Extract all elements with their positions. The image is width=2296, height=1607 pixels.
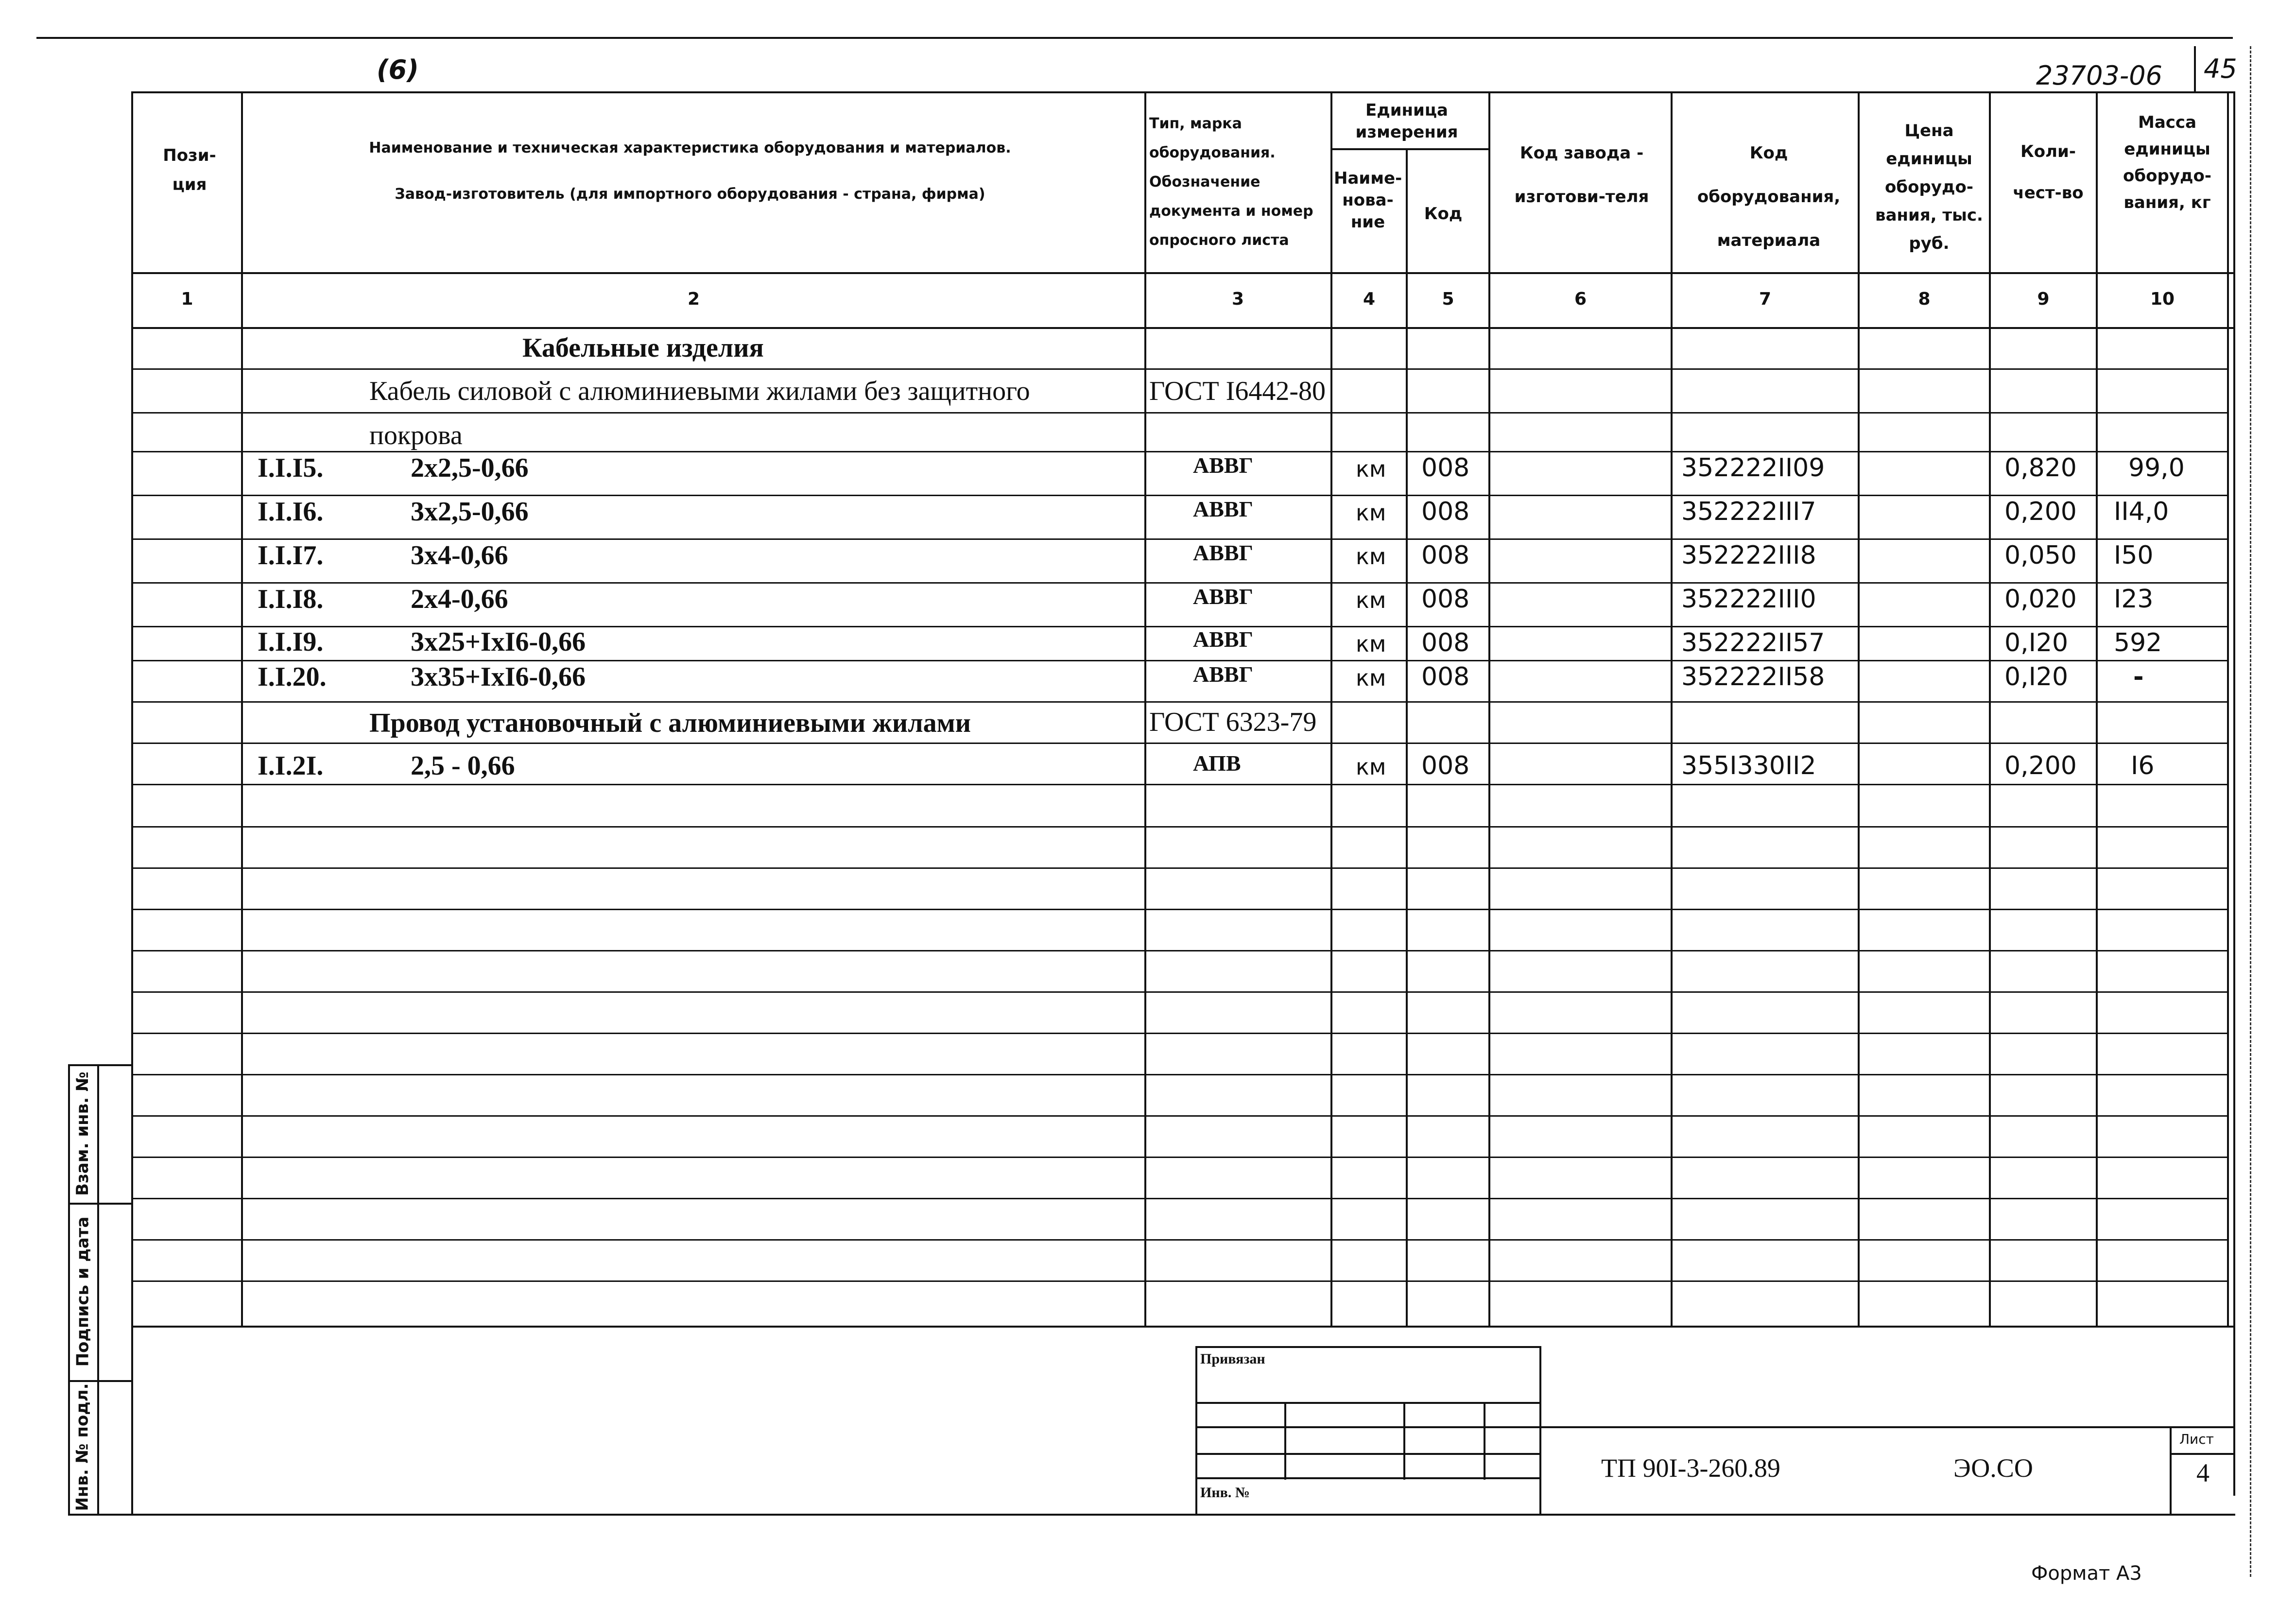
col-line-9 bbox=[2096, 91, 2098, 1326]
col-line-2 bbox=[1144, 91, 1146, 1326]
document-number: 23703-06 bbox=[2036, 60, 2162, 91]
title-block-designation-top bbox=[1539, 1426, 2235, 1428]
row-line bbox=[131, 701, 2227, 703]
table-row-quantity: 0,020 bbox=[2004, 585, 2077, 614]
section-code: ЭО.СО bbox=[1953, 1453, 2033, 1483]
table-row-name: 2,5 - 0,66 bbox=[411, 751, 515, 781]
frame-top bbox=[131, 91, 2235, 93]
table-row-code: 008 bbox=[1421, 453, 1470, 483]
col-line-4 bbox=[1406, 148, 1408, 1326]
table-row-type: АВВГ bbox=[1193, 627, 1253, 652]
col-header-position: Пози-ция bbox=[163, 146, 216, 194]
row-line bbox=[131, 991, 2227, 993]
col-header-unit-name: Наиме-нова-ние bbox=[1334, 169, 1402, 232]
table-row-mass: 99,0 bbox=[2128, 453, 2185, 483]
col-header-unit-code: Код bbox=[1424, 204, 1463, 224]
side-stamp-replacement-inv-label: Взам. инв. № bbox=[73, 1071, 92, 1196]
table-row-quantity: 0,200 bbox=[2004, 751, 2077, 780]
table-row-unit: км bbox=[1356, 665, 1386, 691]
table-row-quantity: 0,I20 bbox=[2004, 662, 2069, 691]
table-row-code: 008 bbox=[1421, 662, 1470, 691]
row-line bbox=[131, 582, 2227, 584]
table-row-type: АВВГ bbox=[1193, 497, 1253, 521]
sheet-box-left bbox=[2170, 1426, 2172, 1514]
col-number-1: 1 bbox=[181, 289, 193, 309]
col-header-mass: Масса единицы оборудо-вания, кг bbox=[2123, 113, 2211, 212]
table-row-mass: 592 bbox=[2114, 628, 2162, 657]
row-line bbox=[131, 1115, 2227, 1117]
table-row-mass: II4,0 bbox=[2114, 497, 2169, 526]
wire-group-description: Провод установочный с алюминиевыми жилами bbox=[369, 708, 971, 738]
sheet-label: Лист bbox=[2179, 1431, 2214, 1447]
table-row-name: 3x25+IxI6-0,66 bbox=[411, 627, 586, 657]
table-row-mass: I6 bbox=[2131, 751, 2155, 780]
table-row-pos: I.I.2I. bbox=[258, 751, 324, 781]
col-line-7 bbox=[1858, 91, 1860, 1326]
table-row-equipment-code: 352222III8 bbox=[1681, 541, 1816, 570]
table-row-pos: I.I.I5. bbox=[258, 453, 324, 483]
wire-group-standard: ГОСТ 6323-79 bbox=[1149, 707, 1317, 737]
table-row-equipment-code: 355I330II2 bbox=[1681, 751, 1816, 780]
col-number-4: 4 bbox=[1363, 289, 1376, 309]
title-block-grid-v2 bbox=[1403, 1402, 1405, 1480]
side-stamp-signature-label: Подпись и дата bbox=[73, 1216, 93, 1366]
table-row-quantity: 0,820 bbox=[2004, 453, 2077, 483]
row-line bbox=[131, 784, 2227, 785]
table-row-name: 2x4-0,66 bbox=[411, 584, 508, 614]
row-line bbox=[131, 495, 2227, 496]
table-row-mass: - bbox=[2133, 662, 2144, 691]
col-line-6 bbox=[1671, 91, 1673, 1326]
right-margin-line bbox=[2250, 46, 2251, 1577]
row-line bbox=[131, 1157, 2227, 1158]
col-number-10: 10 bbox=[2150, 289, 2175, 309]
col-line-1 bbox=[241, 91, 243, 1326]
title-block-grid-4 bbox=[1195, 1477, 1540, 1479]
row-line bbox=[131, 1198, 2227, 1199]
table-row-quantity: 0,200 bbox=[2004, 497, 2077, 526]
title-block-grid-1 bbox=[1195, 1402, 1540, 1404]
title-block-left bbox=[1195, 1346, 1197, 1514]
row-line bbox=[131, 368, 2227, 370]
table-row-mass: I23 bbox=[2114, 585, 2154, 614]
col-header-unit-group: Единица измерения bbox=[1355, 101, 1458, 142]
table-bottom bbox=[131, 1326, 2235, 1328]
table-row-mass: I50 bbox=[2114, 541, 2154, 570]
title-block-top bbox=[1195, 1346, 1540, 1348]
row-line bbox=[131, 451, 2227, 452]
col-header-equipment-code: Код оборудования, материала bbox=[1697, 143, 1841, 250]
sheet-box-divider bbox=[2170, 1453, 2235, 1455]
table-row-equipment-code: 352222III7 bbox=[1681, 497, 1816, 526]
table-row-equipment-code: 352222II58 bbox=[1681, 662, 1825, 691]
side-stamp-signature bbox=[68, 1203, 97, 1380]
frame-right bbox=[2233, 91, 2235, 1496]
cable-group-description-cont: покрова bbox=[369, 420, 463, 450]
table-row-code: 008 bbox=[1421, 628, 1470, 657]
cable-group-standard: ГОСТ I6442-80 bbox=[1149, 376, 1326, 406]
col-number-9: 9 bbox=[2037, 289, 2050, 309]
title-block-grid-2 bbox=[1195, 1426, 1540, 1428]
table-row-code: 008 bbox=[1421, 585, 1470, 614]
table-row-equipment-code: 352222II57 bbox=[1681, 628, 1825, 657]
project-designation: ТП 90I-3-260.89 bbox=[1601, 1453, 1780, 1483]
col-number-3: 3 bbox=[1231, 289, 1244, 309]
title-block-linked-label: Привязан bbox=[1200, 1351, 1265, 1367]
title-block-linked-right bbox=[1539, 1346, 1541, 1514]
table-row-name: 3x35+IxI6-0,66 bbox=[411, 662, 586, 692]
side-stamp-original-inv-label: Инв. № подл. bbox=[73, 1382, 92, 1511]
format-label: Формат А3 bbox=[2031, 1562, 2142, 1585]
unit-group-divider bbox=[1331, 148, 1489, 150]
col-header-manufacturer-code: Код завода - изготови-теля bbox=[1514, 143, 1649, 207]
header-bottom bbox=[131, 272, 2235, 274]
title-block-grid-v3 bbox=[1484, 1402, 1485, 1480]
col-line-3 bbox=[1330, 91, 1332, 1326]
col-header-type: Тип, марка оборудования. Обозначение документа и номер опросного листа bbox=[1149, 115, 1313, 249]
row-line bbox=[131, 950, 2227, 951]
top-border bbox=[36, 37, 2233, 39]
table-row-code: 008 bbox=[1421, 541, 1470, 570]
table-row-unit: км bbox=[1356, 631, 1386, 657]
page-number-box-left bbox=[2194, 46, 2196, 92]
table-row-name: 3x2,5-0,66 bbox=[411, 497, 529, 527]
frame-bottom bbox=[68, 1514, 2235, 1516]
col-line-10 bbox=[2227, 91, 2229, 1326]
row-line bbox=[131, 538, 2227, 540]
row-line bbox=[131, 826, 2227, 828]
table-row-type: АВВГ bbox=[1193, 584, 1253, 609]
table-row-pos: I.I.I9. bbox=[258, 627, 324, 657]
title-block-inv-label: Инв. № bbox=[1200, 1485, 1250, 1501]
table-row-type: АВВГ bbox=[1193, 540, 1253, 565]
col-number-6: 6 bbox=[1574, 289, 1587, 309]
col-header-name-line1: Наименование и техническая характеристика оборудования и материалов. bbox=[369, 139, 1011, 156]
table-row-pos: I.I.I7. bbox=[258, 540, 324, 570]
row-line bbox=[131, 1239, 2227, 1241]
table-row-type: АВВГ bbox=[1193, 453, 1253, 478]
table-row-type: АВВГ bbox=[1193, 662, 1253, 687]
table-row-quantity: 0,050 bbox=[2004, 541, 2077, 570]
side-stamp-divider bbox=[97, 1064, 99, 1515]
table-row-code: 008 bbox=[1421, 751, 1470, 780]
col-number-8: 8 bbox=[1918, 289, 1931, 309]
col-number-5: 5 bbox=[1442, 289, 1454, 309]
table-row-pos: I.I.I6. bbox=[258, 497, 324, 527]
cable-group-description: Кабель силовой с алюминиевыми жилами без защитного bbox=[369, 376, 1030, 406]
table-row-equipment-code: 352222III0 bbox=[1681, 585, 1816, 614]
row-line bbox=[131, 1033, 2227, 1034]
col-numbers-bottom bbox=[131, 327, 2235, 329]
row-line bbox=[131, 909, 2227, 910]
table-row-name: 2x2,5-0,66 bbox=[411, 453, 529, 483]
title-block-grid-3 bbox=[1195, 1453, 1540, 1455]
row-line bbox=[131, 660, 2227, 661]
row-line bbox=[131, 867, 2227, 869]
table-row-unit: км bbox=[1356, 456, 1386, 482]
row-line bbox=[131, 412, 2227, 414]
title-block-grid-v1 bbox=[1284, 1402, 1286, 1480]
table-row-pos: I.I.I8. bbox=[258, 584, 324, 614]
col-line-8 bbox=[1989, 91, 1991, 1326]
table-row-unit: км bbox=[1356, 587, 1386, 613]
side-stamp-original-inv bbox=[68, 1380, 97, 1514]
page-number: 45 bbox=[2204, 53, 2237, 84]
table-row-type: АПВ bbox=[1193, 751, 1241, 776]
row-line bbox=[131, 743, 2227, 744]
section-title-cable-products: Кабельные изделия bbox=[522, 333, 764, 363]
col-header-price: Цена единицы оборудо-вания, тыс. руб. bbox=[1875, 121, 1983, 253]
col-number-2: 2 bbox=[687, 289, 700, 309]
col-header-quantity: Коли-чест-во bbox=[2013, 142, 2084, 203]
side-stamp-replacement-inv bbox=[68, 1064, 97, 1203]
table-row-unit: км bbox=[1356, 500, 1386, 526]
row-line bbox=[131, 1280, 2227, 1282]
table-row-quantity: 0,I20 bbox=[2004, 628, 2069, 657]
col-number-7: 7 bbox=[1759, 289, 1772, 309]
table-row-unit: км bbox=[1356, 754, 1386, 780]
row-line bbox=[131, 1074, 2227, 1075]
table-row-name: 3x4-0,66 bbox=[411, 540, 508, 570]
table-row-equipment-code: 352222II09 bbox=[1681, 453, 1825, 483]
col-line-5 bbox=[1488, 91, 1490, 1326]
sheet-number: 4 bbox=[2196, 1458, 2210, 1487]
table-row-code: 008 bbox=[1421, 497, 1470, 526]
table-row-unit: км bbox=[1356, 543, 1386, 570]
table-row-pos: I.I.20. bbox=[258, 662, 327, 692]
col-header-name-line2: Завод-изготовитель (для импортного оборудования - страна, фирма) bbox=[395, 186, 985, 203]
sheet-mark: (6) bbox=[377, 54, 419, 85]
